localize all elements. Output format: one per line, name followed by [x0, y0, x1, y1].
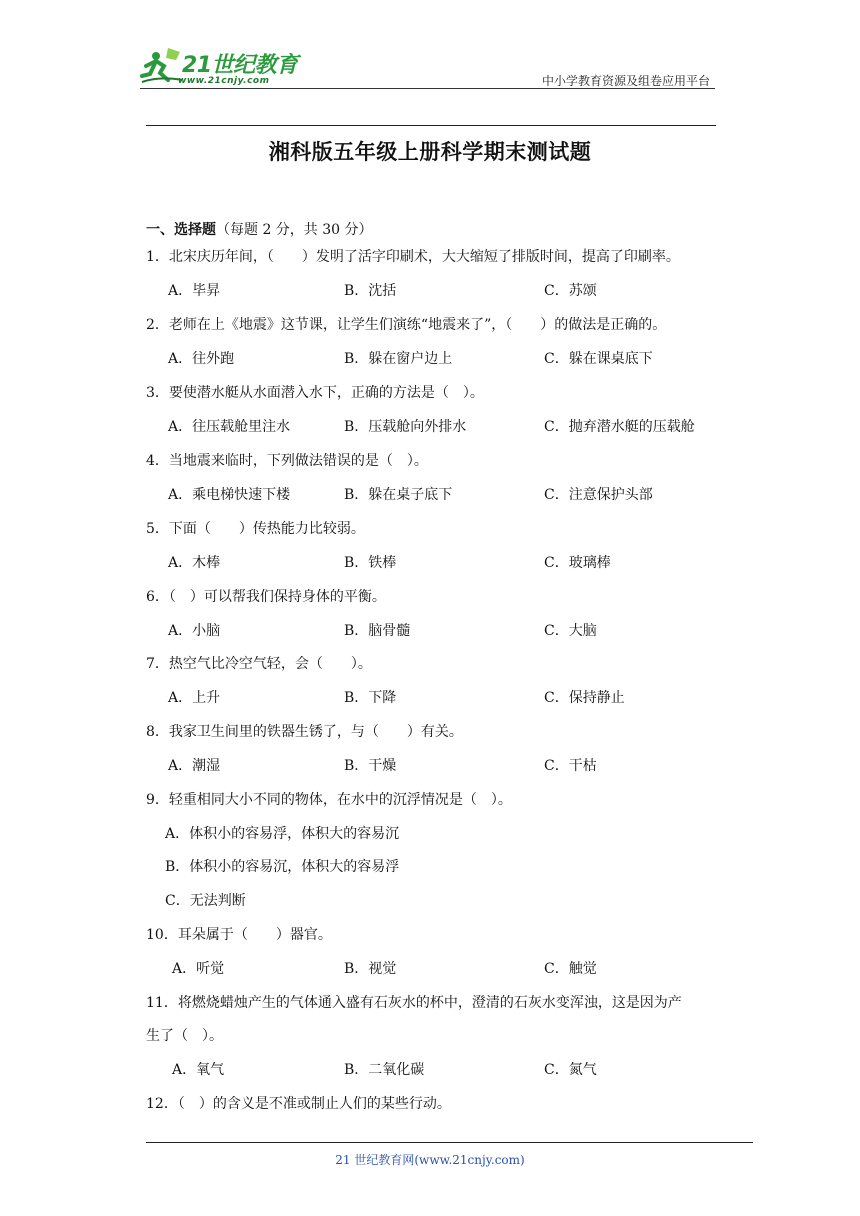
- option-c: C．躲在课桌底下: [544, 351, 653, 367]
- option-a: A．听觉: [172, 961, 225, 977]
- question-stem-continued: 生了（ ）。: [146, 1028, 223, 1044]
- section-heading: [146, 219, 373, 239]
- option-a: A．毕昇: [168, 283, 221, 299]
- question-stem: 9．轻重相同大小不同的物体，在水中的沉浮情况是（ ）。: [146, 792, 512, 808]
- page-header: [140, 40, 715, 92]
- option-c: C．抛弃潜水艇的压载舱: [544, 419, 695, 435]
- option-a: A．氧气: [172, 1062, 225, 1078]
- logo-text: 21世纪教育: [182, 53, 298, 78]
- option-c: C．保持静止: [544, 690, 625, 706]
- page-footer[interactable]: 21 世纪教育网(www.21cnjy.com): [335, 1153, 525, 1167]
- option-c: C．氮气: [544, 1062, 597, 1078]
- question-stem: 7．热空气比冷空气轻，会（ ）。: [146, 656, 372, 672]
- platform-text: 中小学教育资源及组卷应用平台: [541, 74, 710, 88]
- logo: [140, 46, 310, 92]
- option-c: C．注意保护头部: [544, 487, 653, 503]
- question-stem: 10．耳朵属于（ ）器官。: [146, 927, 332, 943]
- option-a: A．乘电梯快速下楼: [168, 487, 291, 503]
- option-b: B．体积小的容易沉，体积大的容易浮: [165, 859, 400, 875]
- logo-url: www.21cnjy.com: [178, 76, 270, 86]
- header-divider: [140, 88, 715, 89]
- option-b: B．视觉: [344, 961, 397, 977]
- section-title: 一、选择题: [146, 222, 216, 238]
- question-stem: 6．（ ）可以帮我们保持身体的平衡。: [146, 589, 386, 605]
- question-stem: 3．要使潜水艇从水面潜入水下，正确的方法是（ ）。: [146, 385, 484, 401]
- option-c: C．苏颂: [544, 283, 597, 299]
- question-stem: 4．当地震来临时，下列做法错误的是（ ）。: [146, 453, 428, 469]
- option-a: A．往压载舱里注水: [168, 419, 291, 435]
- question-stem: 1．北宋庆历年间，（ ）发明了活字印刷术，大大缩短了排版时间，提高了印刷率。: [146, 249, 680, 265]
- option-b: B．铁棒: [344, 555, 397, 571]
- question-stem: 11．将燃烧蜡烛产生的气体通入盛有石灰水的杯中，澄清的石灰水变浑浊，这是因为产: [146, 995, 682, 1011]
- option-a: A．潮湿: [168, 758, 221, 774]
- option-a: A．体积小的容易浮，体积大的容易沉: [165, 826, 400, 842]
- section-note: （每题 2 分，共 30 分）: [216, 222, 373, 238]
- option-a: A．上升: [168, 690, 221, 706]
- option-b: B．干燥: [344, 758, 397, 774]
- option-b: B．脑骨髓: [344, 623, 411, 639]
- footer-divider: [146, 1142, 753, 1143]
- question-stem: 12．（ ）的含义是不准或制止人们的某些行动。: [146, 1096, 451, 1112]
- option-b: B．躲在桌子底下: [344, 487, 453, 503]
- option-b: B．二氧化碳: [344, 1062, 425, 1078]
- option-b: B．下降: [344, 690, 397, 706]
- question-stem: 2．老师在上《地震》这节课，让学生们演练“地震来了”，（ ）的做法是正确的。: [146, 317, 667, 333]
- option-c: C．干枯: [544, 758, 597, 774]
- option-a: A．往外跑: [168, 351, 235, 367]
- question-stem: 8．我家卫生间里的铁器生锈了，与（ ）有关。: [146, 724, 463, 740]
- option-c: C．大脑: [544, 623, 597, 639]
- question-stem: 5．下面（ ）传热能力比较弱。: [146, 521, 365, 537]
- option-c: C．玻璃棒: [544, 555, 611, 571]
- option-b: B．躲在窗户边上: [344, 351, 453, 367]
- option-a: A．小脑: [168, 623, 221, 639]
- title-divider: [146, 125, 716, 126]
- option-a: A．木棒: [168, 555, 221, 571]
- page-title: 湘科版五年级上册科学期末测试题: [268, 140, 592, 164]
- option-c: C．触觉: [544, 961, 597, 977]
- option-c: C．无法判断: [165, 893, 246, 909]
- option-b: B．压载舱向外排水: [344, 419, 467, 435]
- option-b: B．沈括: [344, 283, 397, 299]
